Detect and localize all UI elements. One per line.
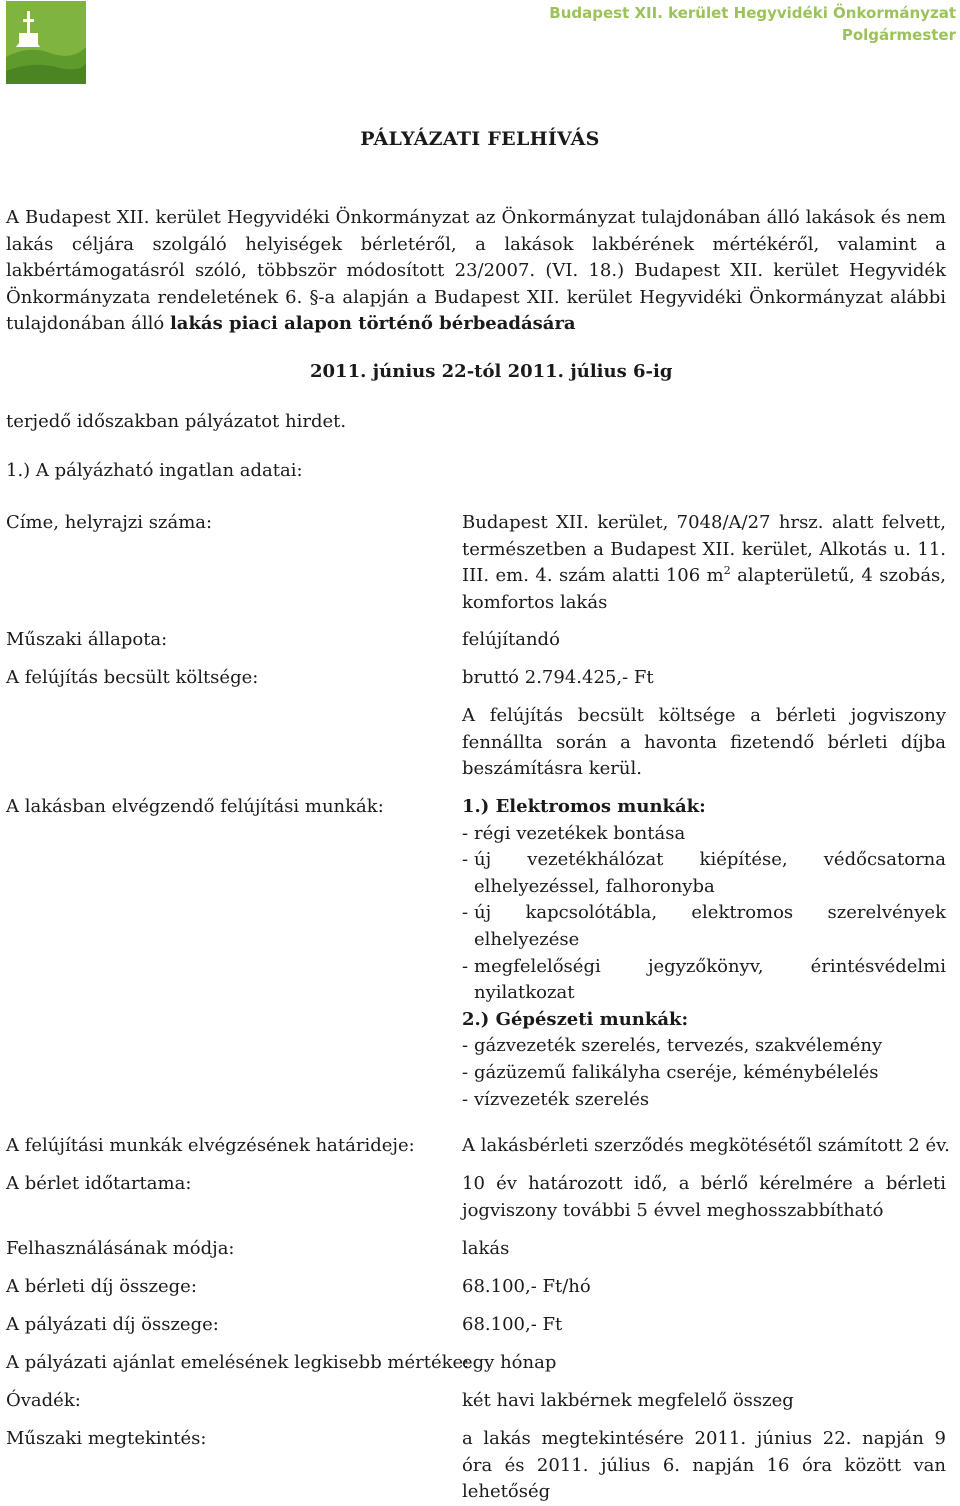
label-fee: A pályázati díj összege: xyxy=(6,1314,219,1335)
label-increment: A pályázati ajánlat emelésének legkisebb mértéke: xyxy=(6,1352,470,1373)
value-cost-note: A felújítás becsült költsége a bérleti jogviszony fennállta során a havonta fizetendő bérleti díjba beszámításra kerül. xyxy=(462,705,946,780)
list-item-text: gázüzemű falikályha cseréje, kéménybélelés xyxy=(474,1061,879,1083)
value-cost: bruttó 2.794.425,- Ft xyxy=(462,667,654,688)
label-deposit: Óvadék: xyxy=(6,1390,81,1411)
period-suffix: terjedő időszakban pályázatot hirdet. xyxy=(6,411,347,432)
value-condition: felújítandó xyxy=(462,629,560,650)
value-increment: egy hónap xyxy=(462,1352,557,1373)
list-item: - megfelelőségi jegyzőkönyv, érintésvédelmi nyilatkozat xyxy=(462,955,946,1004)
works-group-heading: 1.) Elektromos munkák: xyxy=(462,796,706,817)
label-works: A lakásban elvégzendő felújítási munkák: xyxy=(6,796,384,817)
list-item: - gázvezeték szerelés, tervezés, szakvélemény xyxy=(462,1035,883,1057)
value-address-sup: 2 xyxy=(723,564,731,578)
list-item-text: régi vezetékek bontása xyxy=(474,822,686,844)
list-item: - új vezetékhálózat kiépítése, védőcsatorna elhelyezéssel, falhoronyba xyxy=(462,849,946,897)
intro-text: A Budapest XII. kerület Hegyvidéki Önkormányzat az Önkormányzat tulajdonában álló lakások és nem lakás céljára szolgáló helyiségek bérletéről, a lakások lakbérének mértékéről, valamint a lakbértámogatásról szóló, többször módosított 23/2007. (VI. 18.) Budapest XII. kerület Hegyvidék Önkormányzata rendeletének 6. §-a alapján a Budapest XII. kerület Hegyvidéki Önkormányzat alábbi tulajdonában álló xyxy=(6,207,946,335)
value-address-rest: alapterületű, 4 szobás, komfortos lakás xyxy=(462,565,947,613)
hegyvidek-logo-icon xyxy=(6,1,86,84)
value-deadline: A lakásbérleti szerződés megkötésétől számított 2 év. xyxy=(462,1135,950,1156)
intro-paragraph xyxy=(6,205,946,338)
label-deadline: A felújítási munkák elvégzésének határideje: xyxy=(6,1135,415,1156)
value-duration: 10 év határozott idő, a bérlő kérelmére a bérleti jogviszony további 5 évvel meghosszabbítható xyxy=(462,1173,946,1221)
label-rent: A bérleti díj összege: xyxy=(6,1276,197,1297)
section-title: 1.) A pályázható ingatlan adatai: xyxy=(6,460,303,481)
value-address-main: Budapest XII. kerület, 7048/A/27 hrsz. alatt felvett, természetben a Budapest XII. kerület, Alkotás u. 11. III. em. 4. szám alatti 106 m xyxy=(462,512,946,587)
value-deposit: két havi lakbérnek megfelelő összeg xyxy=(462,1390,794,1411)
value-fee: 68.100,- Ft xyxy=(462,1314,563,1335)
value-usage: lakás xyxy=(462,1238,510,1259)
label-address: Címe, helyrajzi száma: xyxy=(6,512,213,533)
document-title: PÁLYÁZATI FELHÍVÁS xyxy=(360,128,600,150)
list-item-text: gázvezeték szerelés, tervezés, szakvélemény xyxy=(474,1035,883,1057)
list-item: - vízvezeték szerelés xyxy=(462,1088,650,1110)
list-item-text: új vezetékhálózat kiépítése, védőcsatorna elhelyezéssel, falhoronyba xyxy=(474,849,946,897)
value-inspection: a lakás megtekintésére 2011. június 22. napján 9 óra és 2011. július 6. napján 16 óra között van lehetőség xyxy=(462,1428,946,1503)
value-works xyxy=(462,794,946,1113)
list-item-text: új kapcsolótábla, elektromos szerelvények elhelyezése xyxy=(474,902,946,950)
label-inspection: Műszaki megtekintés: xyxy=(6,1428,207,1449)
label-usage: Felhasználásának módja: xyxy=(6,1238,235,1259)
list-item: - gázüzemű falikályha cseréje, kéménybélelés xyxy=(462,1061,879,1083)
organization-name xyxy=(549,2,956,46)
intro-bold-text: lakás piaci alapon történő bérbeadására xyxy=(169,313,576,335)
application-period: 2011. június 22-tól 2011. július 6-ig xyxy=(310,361,673,382)
value-address xyxy=(462,510,946,616)
organization-line-1: Budapest XII. kerület Hegyvidéki Önkormányzat xyxy=(549,4,956,22)
works-group-heading: 2.) Gépészeti munkák: xyxy=(462,1008,689,1030)
organization-line-2: Polgármester xyxy=(841,26,956,44)
label-duration: A bérlet időtartama: xyxy=(6,1173,192,1194)
list-item: - új kapcsolótábla, elektromos szerelvények elhelyezése xyxy=(462,902,946,950)
list-item-text: vízvezeték szerelés xyxy=(474,1088,650,1110)
label-cost: A felújítás becsült költsége: xyxy=(6,667,259,688)
value-rent: 68.100,- Ft/hó xyxy=(462,1276,591,1297)
list-item-text: megfelelőségi jegyzőkönyv, érintésvédelmi nyilatkozat xyxy=(474,955,946,1004)
label-condition: Műszaki állapota: xyxy=(6,629,168,650)
list-item: - régi vezetékek bontása xyxy=(462,822,686,844)
